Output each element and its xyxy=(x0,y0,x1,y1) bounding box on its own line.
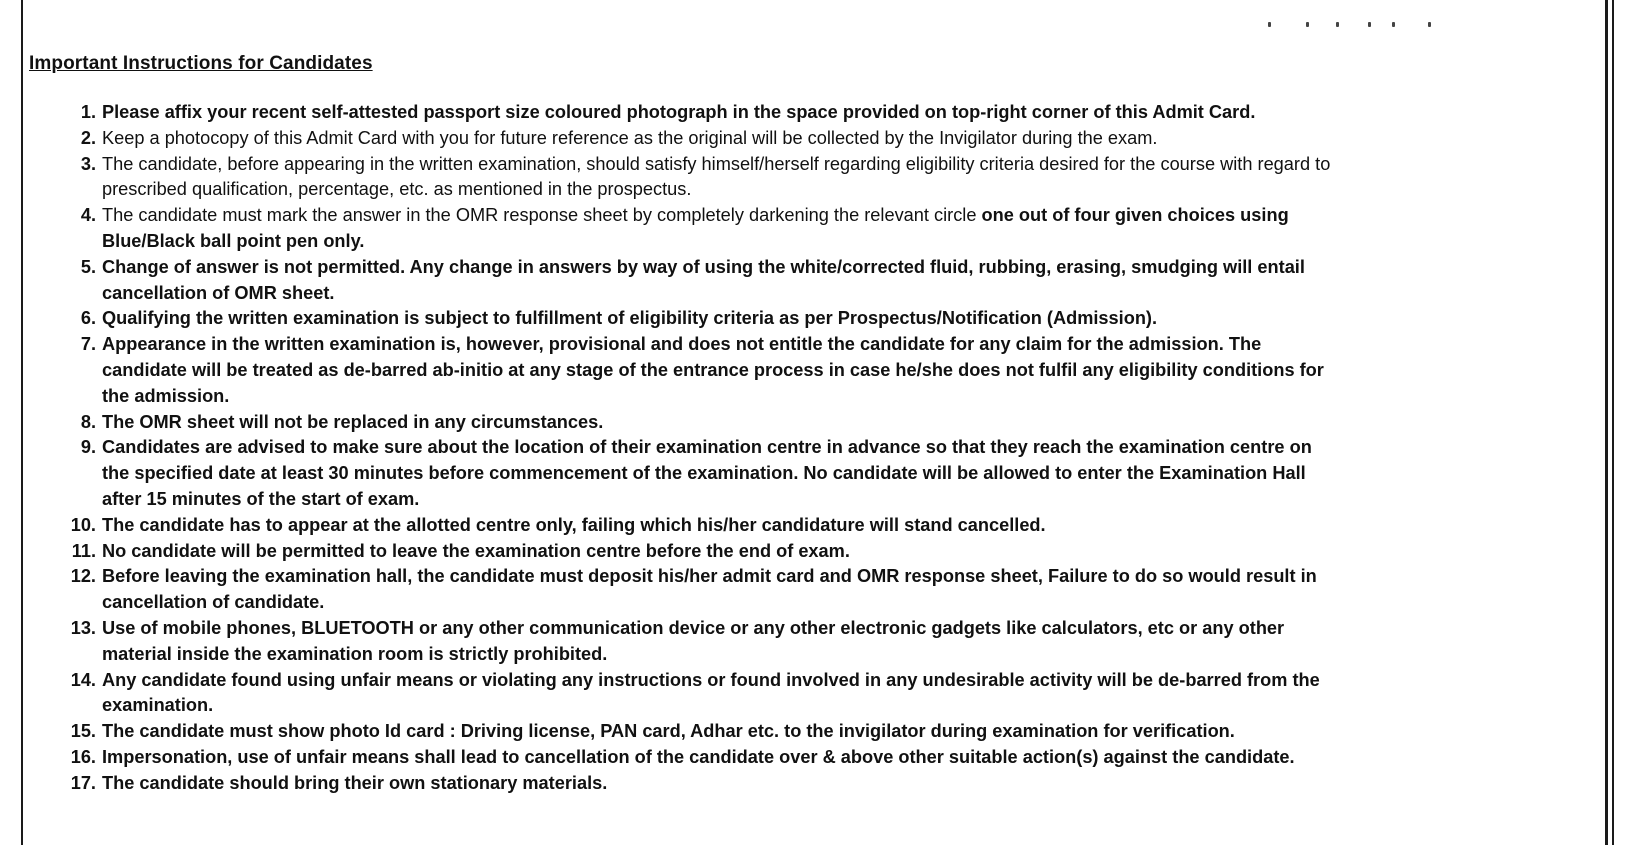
page-border-left xyxy=(21,0,23,845)
instruction-text-part: The candidate should bring their own stationary materials. xyxy=(102,772,608,793)
instruction-item xyxy=(60,100,1600,126)
instruction-item xyxy=(60,616,1600,668)
instruction-text-part: one out of four given choices using Blue/Black ball point pen only. xyxy=(102,205,1289,251)
instruction-text-part: Before leaving the examination hall, the candidate must deposit his/her admit card and OMR response sheet, Failure to do so would result in cancellation of candidate. xyxy=(102,566,1317,613)
instruction-text xyxy=(102,668,1600,720)
instruction-text xyxy=(102,152,1600,204)
instruction-text xyxy=(102,100,1600,126)
instruction-text-part: Appearance in the written examination is, however, provisional and does not entitle the candidate for any claim for the admission. The candidate will be treated as de-barred ab-initio at any stage of the entrance process in case he/she does not fulfil any eligibility conditions for the admission. xyxy=(102,334,1324,406)
instruction-number: 8. xyxy=(80,411,96,432)
instruction-text xyxy=(102,410,1600,436)
page-border-right-outer xyxy=(1612,0,1614,845)
instruction-text-part: Change of answer is not permitted. Any change in answers by way of using the white/corrected fluid, rubbing, erasing, smudging will entail cancellation of OMR sheet. xyxy=(102,256,1305,303)
instruction-item xyxy=(60,539,1600,565)
instruction-number: 9. xyxy=(80,437,96,458)
instruction-number: 11. xyxy=(71,540,96,561)
instruction-number: 16. xyxy=(70,746,96,767)
instruction-text xyxy=(102,255,1600,307)
instruction-text-part: Qualifying the written examination is subject to fulfillment of eligibility criteria as per Prospectus/Notification (Admission). xyxy=(102,308,1158,329)
instruction-text xyxy=(102,539,1600,565)
instruction-text-part: The candidate, before appearing in the written examination, should satisfy himself/herself regarding eligibility criteria desired for the course with regard to prescribed qualification, percentage, etc. as mentioned in the prospectus. xyxy=(102,153,1331,200)
instruction-text xyxy=(102,306,1600,332)
page-border-right xyxy=(1605,0,1608,845)
instruction-number: 15. xyxy=(70,721,96,742)
instruction-item xyxy=(60,126,1600,152)
instruction-text-part: Any candidate found using unfair means or violating any instructions or found involved in any undesirable activity will be de-barred from the examination. xyxy=(102,669,1320,716)
instruction-text xyxy=(102,771,1600,797)
instruction-text-part: Please affix your recent self-attested passport size coloured photograph in the space provided on top-right corner of this Admit Card. xyxy=(102,102,1256,122)
instruction-text-part: No candidate will be permitted to leave the examination centre before the end of exam. xyxy=(102,540,850,561)
instruction-item xyxy=(60,564,1600,616)
instructions-list xyxy=(60,100,1600,797)
instruction-text-part: Candidates are advised to make sure about the location of their examination centre in advance so that they reach the examination centre on the specified date at least 30 minutes before commencement of the examination. No candidate will be allowed to enter the Examination Hall after 15 minutes of the start of exam. xyxy=(102,437,1312,509)
instructions-heading: Important Instructions for Candidates xyxy=(29,53,373,74)
instruction-text xyxy=(102,719,1600,745)
instruction-item xyxy=(60,306,1600,332)
instruction-number: 5. xyxy=(80,256,96,277)
instruction-number: 1. xyxy=(80,102,96,122)
instruction-item xyxy=(60,435,1600,512)
instruction-number: 13. xyxy=(70,617,96,638)
instruction-item xyxy=(60,410,1600,436)
instruction-number: 4. xyxy=(80,205,96,226)
instruction-number: 14. xyxy=(70,669,96,690)
instruction-text xyxy=(102,616,1600,668)
instruction-item xyxy=(60,513,1600,539)
instruction-number: 7. xyxy=(80,334,96,355)
instruction-item xyxy=(60,203,1600,255)
instruction-text-part: The candidate must mark the answer in the OMR response sheet by completely darkening the relevant circle xyxy=(102,205,982,226)
instruction-text xyxy=(102,513,1600,539)
instruction-number: 12. xyxy=(70,566,96,587)
instruction-item xyxy=(60,719,1600,745)
instruction-text-part: Use of mobile phones, BLUETOOTH or any other communication device or any other electronic gadgets like calculators, etc or any other material inside the examination room is strictly prohibited. xyxy=(102,617,1285,664)
instruction-item xyxy=(60,152,1600,204)
instruction-text xyxy=(102,435,1600,512)
instruction-item xyxy=(60,332,1600,409)
instruction-text xyxy=(102,203,1600,255)
instruction-number: 3. xyxy=(80,153,96,174)
instruction-text-part: The candidate must show photo Id card : Driving license, PAN card, Adhar etc. to the invigilator during examination for verification. xyxy=(102,721,1235,742)
instruction-item xyxy=(60,745,1600,771)
instruction-text-part: The candidate has to appear at the allotted centre only, failing which his/her candidature will stand cancelled. xyxy=(102,514,1046,535)
instruction-text-part: The OMR sheet will not be replaced in any circumstances. xyxy=(102,411,604,432)
instruction-text xyxy=(102,564,1600,616)
instruction-item xyxy=(60,771,1600,797)
instruction-item xyxy=(60,255,1600,307)
instruction-number: 10. xyxy=(70,514,96,535)
instruction-item xyxy=(60,668,1600,720)
instruction-text xyxy=(102,745,1600,771)
instruction-number: 2. xyxy=(80,127,96,148)
instruction-text-part: Keep a photocopy of this Admit Card with you for future reference as the original will be collected by the Invigilator during the exam. xyxy=(102,127,1158,148)
instruction-text xyxy=(102,126,1600,152)
instruction-number: 17. xyxy=(70,772,96,793)
instruction-number: 6. xyxy=(80,308,96,329)
scan-artifact-marks xyxy=(1268,22,1508,32)
instruction-text-part: Impersonation, use of unfair means shall lead to cancellation of the candidate over & above other suitable action(s) against the candidate. xyxy=(102,746,1295,767)
instruction-text xyxy=(102,332,1600,409)
